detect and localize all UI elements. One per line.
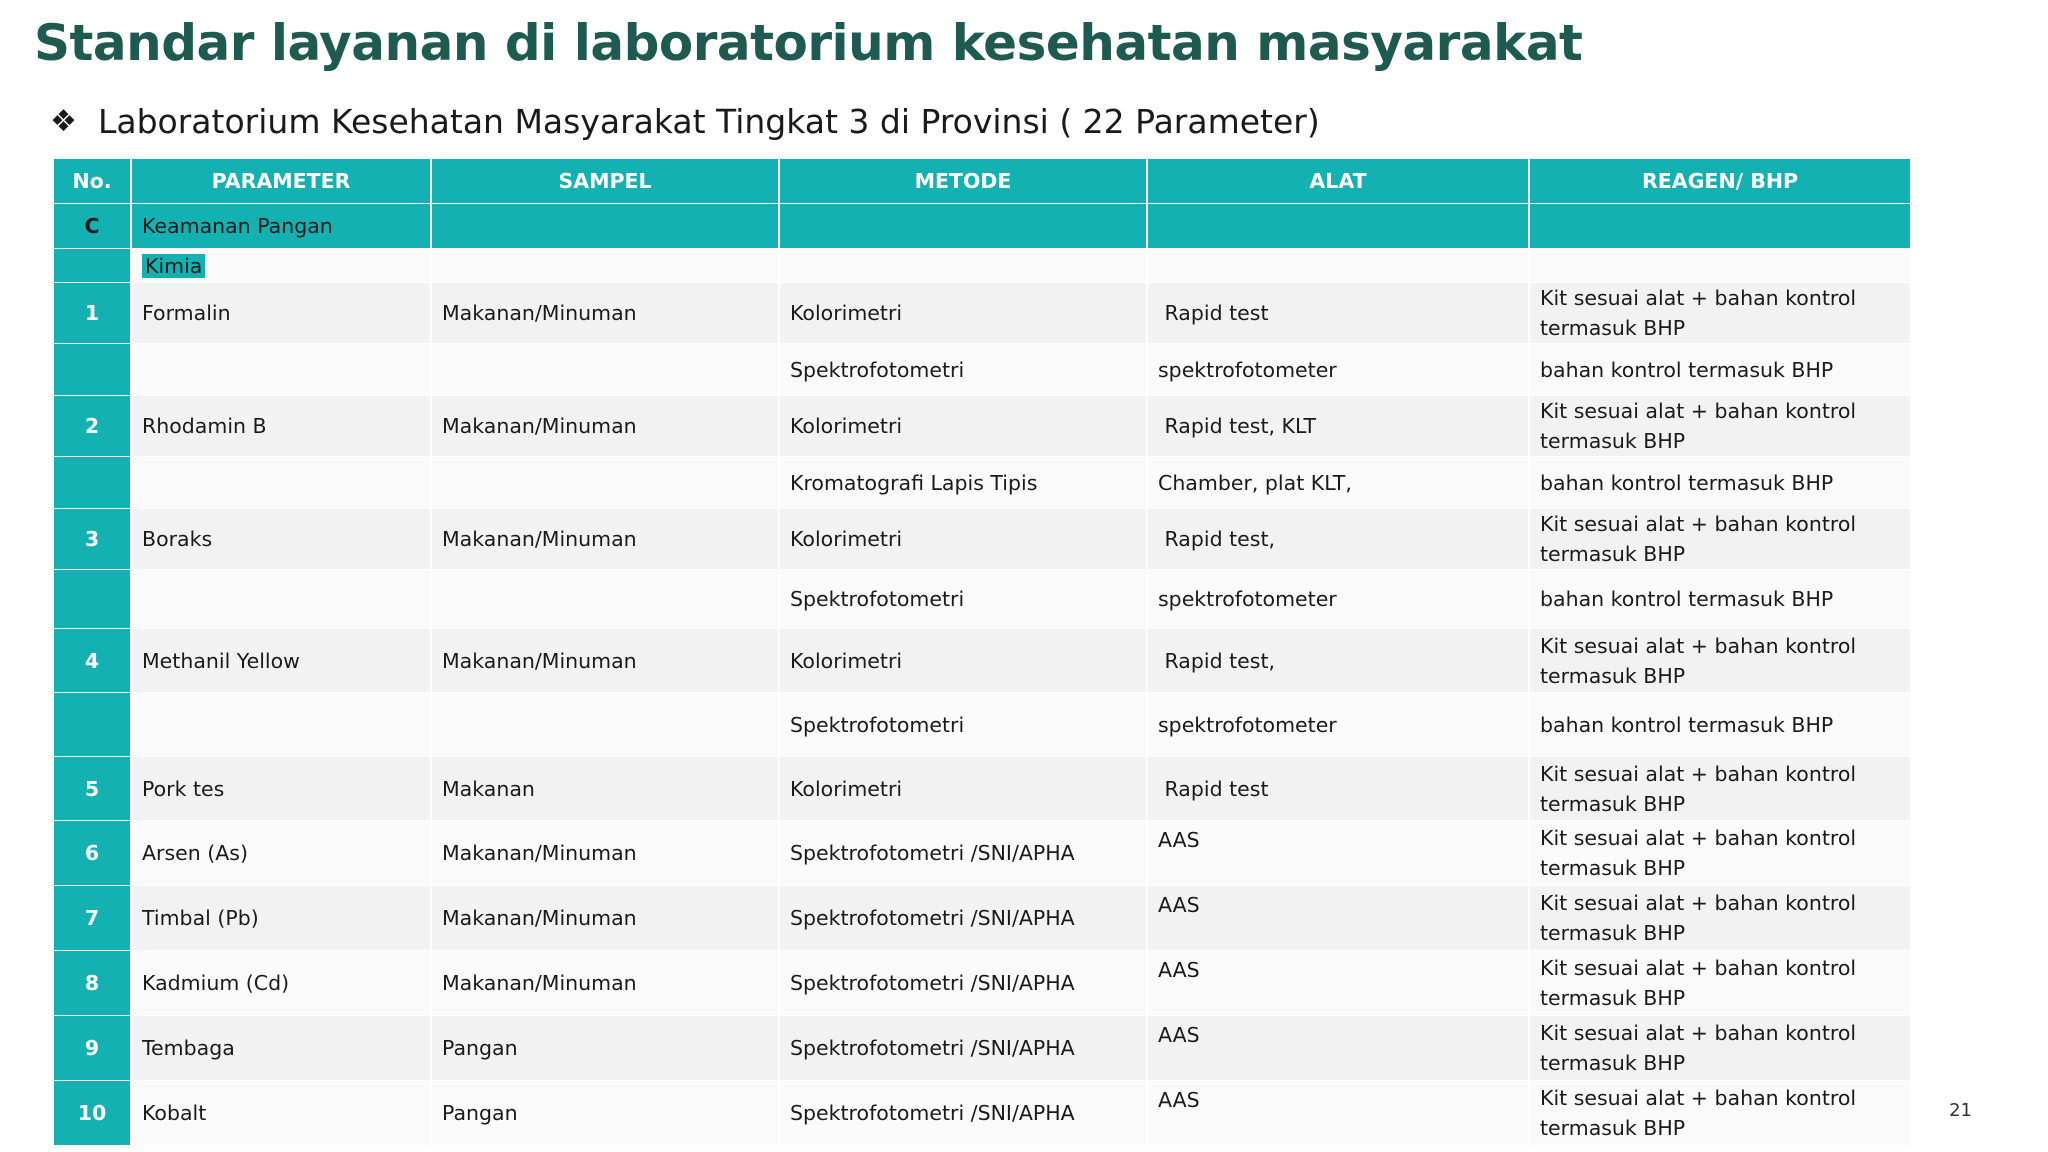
row-reagen-cell: Kit sesuai alat + bahan kontrol termasuk BHP: [1530, 821, 1910, 885]
row-no-cell: 7: [54, 886, 130, 950]
header-reagen: REAGEN/ BHP: [1530, 159, 1910, 203]
row-reagen-cell: bahan kontrol termasuk BHP: [1530, 693, 1910, 756]
table-row: [54, 886, 1910, 950]
subsection-empty-cell: [1530, 249, 1910, 282]
row-reagen-cell: Kit sesuai alat + bahan kontrol termasuk BHP: [1530, 1081, 1910, 1145]
row-reagen-cell: Kit sesuai alat + bahan kontrol termasuk BHP: [1530, 951, 1910, 1015]
row-metode-cell: Spektrofotometri: [780, 570, 1146, 628]
row-parameter-cell: Timbal (Pb): [132, 886, 430, 950]
page-number: 21: [1949, 1100, 1972, 1121]
row-metode-cell: Spektrofotometri /SNI/APHA: [780, 821, 1146, 885]
row-sampel-cell: [432, 693, 778, 756]
table-row: [54, 1081, 1910, 1145]
row-alat-cell: Rapid test: [1148, 283, 1528, 343]
section-empty-cell: [1148, 204, 1528, 248]
row-reagen-cell: bahan kontrol termasuk BHP: [1530, 570, 1910, 628]
row-sampel-cell: Makanan/Minuman: [432, 821, 778, 885]
slide-title: Standar layanan di laboratorium kesehatan masyarakat: [34, 14, 1583, 72]
four-diamond-bullet-icon: ❖: [50, 104, 77, 139]
section-no: C: [54, 204, 130, 248]
row-parameter-cell: [132, 570, 430, 628]
row-reagen-cell: bahan kontrol termasuk BHP: [1530, 457, 1910, 508]
row-no-cell: [54, 344, 130, 395]
row-reagen-cell: Kit sesuai alat + bahan kontrol termasuk BHP: [1530, 283, 1910, 343]
row-alat-cell: AAS: [1148, 951, 1528, 1015]
row-metode-cell: Kolorimetri: [780, 757, 1146, 820]
row-metode-cell: Spektrofotometri: [780, 344, 1146, 395]
table-row: [54, 570, 1910, 628]
row-reagen-cell: Kit sesuai alat + bahan kontrol termasuk BHP: [1530, 886, 1910, 950]
row-alat-cell: spektrofotometer: [1148, 570, 1528, 628]
row-sampel-cell: Makanan/Minuman: [432, 509, 778, 569]
row-sampel-cell: Makanan/Minuman: [432, 629, 778, 692]
table-row: [54, 693, 1910, 756]
section-empty-cell: [780, 204, 1146, 248]
row-no-cell: 4: [54, 629, 130, 692]
header-no: No.: [54, 159, 130, 203]
row-sampel-cell: Makanan/Minuman: [432, 283, 778, 343]
row-sampel-cell: Makanan/Minuman: [432, 886, 778, 950]
header-metode: METODE: [780, 159, 1146, 203]
row-alat-cell: AAS: [1148, 886, 1528, 950]
row-parameter-cell: Kobalt: [132, 1081, 430, 1145]
row-no-cell: 8: [54, 951, 130, 1015]
row-parameter-cell: Boraks: [132, 509, 430, 569]
row-metode-cell: Spektrofotometri: [780, 693, 1146, 756]
row-metode-cell: Spektrofotometri /SNI/APHA: [780, 951, 1146, 1015]
row-parameter-cell: [132, 457, 430, 508]
table-row: [54, 283, 1910, 343]
row-alat-cell: spektrofotometer: [1148, 344, 1528, 395]
row-alat-cell: Chamber, plat KLT,: [1148, 457, 1528, 508]
row-alat-cell: AAS: [1148, 821, 1528, 885]
row-alat-cell: spektrofotometer: [1148, 693, 1528, 756]
subsection-label: Kimia: [142, 254, 205, 278]
row-sampel-cell: Makanan: [432, 757, 778, 820]
section-row-keamanan-pangan: [54, 204, 1910, 248]
row-parameter-cell: Kadmium (Cd): [132, 951, 430, 1015]
header-sampel: SAMPEL: [432, 159, 778, 203]
row-no-cell: [54, 693, 130, 756]
table-row: [54, 396, 1910, 456]
section-empty-cell: [432, 204, 778, 248]
row-metode-cell: Spektrofotometri /SNI/APHA: [780, 886, 1146, 950]
subsection-empty-cell: [1148, 249, 1528, 282]
section-empty-cell: [1530, 204, 1910, 248]
table-row: [54, 629, 1910, 692]
parameter-table-container: [52, 158, 1912, 1146]
header-alat: ALAT: [1148, 159, 1528, 203]
parameter-table: [52, 158, 1912, 1146]
row-metode-cell: Kolorimetri: [780, 509, 1146, 569]
row-reagen-cell: bahan kontrol termasuk BHP: [1530, 344, 1910, 395]
row-parameter-cell: Methanil Yellow: [132, 629, 430, 692]
row-parameter-cell: Rhodamin B: [132, 396, 430, 456]
row-reagen-cell: Kit sesuai alat + bahan kontrol termasuk BHP: [1530, 757, 1910, 820]
subtitle-text: Laboratorium Kesehatan Masyarakat Tingkat 3 di Provinsi ( 22 Parameter): [98, 102, 1320, 141]
section-label: Keamanan Pangan: [132, 204, 430, 248]
row-alat-cell: AAS: [1148, 1081, 1528, 1145]
row-no-cell: 3: [54, 509, 130, 569]
row-parameter-cell: Formalin: [132, 283, 430, 343]
row-parameter-cell: [132, 693, 430, 756]
subtitle-bullet-line: [50, 102, 1320, 141]
subsection-no: [54, 249, 130, 282]
row-reagen-cell: Kit sesuai alat + bahan kontrol termasuk BHP: [1530, 1016, 1910, 1080]
row-metode-cell: Spektrofotometri /SNI/APHA: [780, 1081, 1146, 1145]
row-no-cell: 1: [54, 283, 130, 343]
subsection-empty-cell: [780, 249, 1146, 282]
table-row: [54, 757, 1910, 820]
row-sampel-cell: Makanan/Minuman: [432, 396, 778, 456]
table-row: [54, 821, 1910, 885]
table-header-row: [54, 159, 1910, 203]
subsection-row-kimia: [54, 249, 1910, 282]
row-parameter-cell: Tembaga: [132, 1016, 430, 1080]
row-no-cell: 9: [54, 1016, 130, 1080]
row-sampel-cell: [432, 344, 778, 395]
header-parameter: PARAMETER: [132, 159, 430, 203]
row-parameter-cell: Pork tes: [132, 757, 430, 820]
row-metode-cell: Kolorimetri: [780, 629, 1146, 692]
row-sampel-cell: Makanan/Minuman: [432, 951, 778, 1015]
row-no-cell: [54, 570, 130, 628]
row-reagen-cell: Kit sesuai alat + bahan kontrol termasuk BHP: [1530, 396, 1910, 456]
table-row: [54, 951, 1910, 1015]
subsection-empty-cell: [432, 249, 778, 282]
subsection-cell: [132, 249, 430, 282]
table-row: [54, 509, 1910, 569]
row-sampel-cell: [432, 457, 778, 508]
table-row: [54, 344, 1910, 395]
row-alat-cell: Rapid test,: [1148, 629, 1528, 692]
row-sampel-cell: [432, 570, 778, 628]
row-metode-cell: Kromatografi Lapis Tipis: [780, 457, 1146, 508]
row-metode-cell: Kolorimetri: [780, 283, 1146, 343]
row-no-cell: [54, 457, 130, 508]
row-parameter-cell: [132, 344, 430, 395]
table-row: [54, 457, 1910, 508]
row-no-cell: 6: [54, 821, 130, 885]
row-no-cell: 10: [54, 1081, 130, 1145]
row-alat-cell: AAS: [1148, 1016, 1528, 1080]
row-no-cell: 2: [54, 396, 130, 456]
row-alat-cell: Rapid test, KLT: [1148, 396, 1528, 456]
row-alat-cell: Rapid test,: [1148, 509, 1528, 569]
row-reagen-cell: Kit sesuai alat + bahan kontrol termasuk BHP: [1530, 509, 1910, 569]
row-parameter-cell: Arsen (As): [132, 821, 430, 885]
row-no-cell: 5: [54, 757, 130, 820]
row-metode-cell: Spektrofotometri /SNI/APHA: [780, 1016, 1146, 1080]
table-row: [54, 1016, 1910, 1080]
row-alat-cell: Rapid test: [1148, 757, 1528, 820]
row-reagen-cell: Kit sesuai alat + bahan kontrol termasuk BHP: [1530, 629, 1910, 692]
row-metode-cell: Kolorimetri: [780, 396, 1146, 456]
row-sampel-cell: Pangan: [432, 1016, 778, 1080]
row-sampel-cell: Pangan: [432, 1081, 778, 1145]
